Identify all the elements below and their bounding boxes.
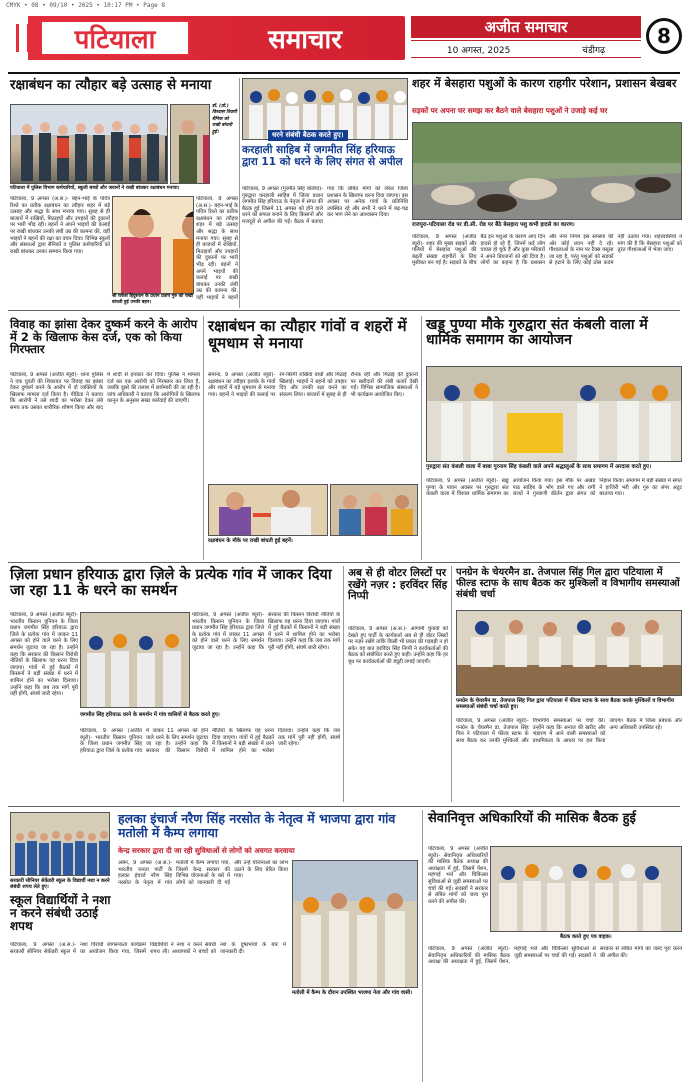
masthead-ornament bbox=[16, 24, 30, 52]
headline-kambli: खड्ड पुण्या मौके गुरुद्वारा संत कंबली वाला में धार्मिक समागम का आयोजन bbox=[426, 317, 648, 349]
headline-raksha-villages: रक्षाबंधन का त्यौहार गांवों व शहरों में धूमधाम से मनाया bbox=[208, 317, 407, 352]
photo-camp bbox=[292, 860, 418, 988]
issue-city: चंडीगढ़ bbox=[582, 45, 606, 56]
photo-school-art bbox=[11, 813, 110, 876]
photo-raksha-family bbox=[330, 484, 418, 536]
caption-stray: राजपुरा-पटियाला रोड पर डी.सी. रोड पर बैठे बेसहारा पशु कभी हादसे का कारण। bbox=[412, 222, 575, 228]
photo-district-meeting-art bbox=[81, 613, 190, 708]
photo-kambli bbox=[426, 366, 682, 462]
story-stray-animals bbox=[412, 78, 682, 308]
body-district-president: पटियाला, 9 अगस्त (अजीत ब्यूरो)- भारतीय किसान यूनियन के जिला प्रधान जगमीत सिंह हरियाऊ द्वारा जिले के प्रत्येक गांव में जाकर 11 अगस्त को होने वाले धरने के लिए समर्थन जुटाया जा रहा है। उन्होंने कहा कि सरकार की किसान विरोधी नीतियों के खिलाफ यह धरना दिया जाएगा। गांवों में हुई बैठकों में किसानों ने बड़ी संख्या में धरने में शामिल होने का भरोसा दिलाया। उन्होंने कहा कि जब तक मांगें पूरी नहीं होंगी, संघर्ष जारी रहेगा। bbox=[10, 612, 78, 698]
column-divider-4 bbox=[343, 566, 344, 802]
column-divider-3 bbox=[421, 316, 422, 560]
headline-voters: अब से ही वोटर लिस्टों पर रखेंगे नज़र : हरविंदर सिंह निप्पी bbox=[348, 567, 448, 603]
page-number: 8 bbox=[646, 18, 682, 54]
caption-school: सरकारी सीनियर सेकेंडरी स्कूल के विद्यार्थी नशा न करने संबंधी शपथ लेते हुए। bbox=[10, 878, 110, 891]
photo-district-meeting bbox=[80, 612, 190, 708]
caption-camp: मतोली में कैम्प के दौरान उपस्थित भाजपा नेता और गांव वासी। bbox=[292, 990, 413, 996]
photo-raksha-family-art bbox=[331, 485, 418, 536]
photo-camp-art bbox=[293, 861, 418, 988]
photo-school bbox=[10, 812, 110, 876]
body-raksha-villages: समाना, 9 अगस्त (अजीत ब्यूरो)- रक्षाबंधन का त्यौहार इलाके के गांवों और शहरों में बड़े धूमधाम से मनाया गया। बहनों ने भाइयों की कलाई पर रंग-बिरंगी राखियां बांधी और मिठाई खिलाई। भाइयों ने बहनों को उपहार दिए और उनकी रक्षा करने का संकल्प लिया। बाजारों में सुबह से ही रौनक रही और मिठाई की दुकानों पर खरीदारों की लंबी कतारें देखी गईं। विभिन्न सामाजिक संस्थाओं ने भी कार्यक्रम आयोजित किए। bbox=[208, 372, 418, 398]
subhead-stray: सड़कों पर अपना घर समझ कर बैठने वाले बेसहारा पशुओं ने उजाड़े कई घर bbox=[412, 106, 608, 115]
body-district-president-more: पटियाला, 9 अगस्त (अजीत ब्यूरो)- भारतीय किसान यूनियन के जिला प्रधान जगमीत सिंह हरियाऊ द्वारा जिले के प्रत्येक गांव में जाकर 11 अगस्त को होने वाले धरने के लिए समर्थन जुटाया जा रहा है। उन्होंने कहा कि सरकार की किसान विरोधी नीतियों के खिलाफ यह धरना दिया जाएगा। गांवों में हुई बैठकों में किसानों ने बड़ी संख्या में धरने में शामिल होने का भरोसा दिलाया। उन्होंने कहा कि जब तक मांगें पूरी नहीं होंगी, संघर्ष जारी रहेगा। bbox=[80, 728, 340, 754]
caption-kambli: गुरुद्वारा संत कंबली वाला में बाबा गुरनाम सिंह कंबली वाले अपने श्रद्धालुओं के साथ समागम में अरदास करते हुए। bbox=[426, 464, 652, 470]
photo-rakhi-tying-art bbox=[209, 485, 328, 536]
body-voters: पटियाला, 9 अगस्त (अ.स.)- आगामी चुनावों को देखते हुए पार्टी के कार्यकर्ता अब से ही वोटर लिस्टों पर नज़र रखेंगे ताकि किसी भी प्रकार की गड़बड़ी न हो सके। यह बात हरविंदर सिंह निप्पी ने कार्यकर्ताओं की बैठक को संबोधित करते हुए कही। उन्होंने कहा कि हर बूथ पर कार्यकर्ताओं की ड्यूटी लगाई जाएगी। bbox=[348, 626, 448, 665]
headline-chairman: पनग्रेन के चेयरमैन डा. तेजपाल सिंह गिल द्वारा पटियाला में फील्ड स्टाफ के साथ बैठक कर मुश्किलों व विभागीय समस्याओं संबंधी चर्चा bbox=[456, 567, 680, 600]
dateline bbox=[411, 40, 641, 58]
body-camp: अर्बन, 9 अगस्त (अ.स.)- भारतीय जनता पार्टी के हलका इंचार्ज नरैण सिंह नरसोत के नेतृत्व में गांव मतोली में कैम्प लगाया गया, जिसमें केन्द्र सरकार की विभिन्न योजनाओं के बारे में लोगों को जानकारी दी गई और उन्हें योजनाओं का लाभ उठाने के लिए प्रेरित किया गया। bbox=[118, 860, 288, 886]
photo-rakhi-sisters bbox=[112, 196, 194, 294]
newspaper-brand: अजीत समाचार bbox=[411, 16, 641, 38]
body-raksha-top: पटियाला, 9 अगस्त (अ.स.)- बहन-भाई के पवित्र रिश्ते का प्रतीक रक्षाबंधन का त्यौहार शहर में बड़े उत्साह और श्रद्धा के साथ मनाया गया। सुबह से ही बाजारों में राखियों, मिठाइयों और उपहारों की दुकानों पर भारी भीड़ रही। बहनों ने अपने भाइयों की कलाई पर राखी बांधकर उनकी लंबी उम्र की कामना की, वहीं भाइयों ने बहनों की रक्षा का वचन दिया। विभिन्न स्कूलों और संस्थाओं द्वारा सैनिकों व पुलिस कर्मचारियों को राखी बांधकर उनका सम्मान किया गया। bbox=[10, 196, 110, 255]
photo-retired-art bbox=[491, 847, 682, 932]
photo-raksha-group bbox=[10, 104, 168, 184]
body-retired-cont: पटियाला, 9 अगस्त (अजीत ब्यूरो)- सेवानिवृत्त अधिकारियों की मासिक बैठक अध्यक्ष की अध्यक्षता में हुई, जिसमें पेंशन, महंगाई भत्ते और चिकित्सा सुविधाओं से जुड़ी समस्याओं पर चर्चा की गई। सदस्यों ने सरकार से लंबित मांगों को जल्द पूरा करने की अपील की। bbox=[428, 946, 682, 966]
caption-retired: बैठक करते हुए पत्र वाहक। bbox=[560, 934, 612, 940]
photo-stray-art bbox=[413, 123, 682, 220]
headline-dowry: विवाह का झांसा देकर दुष्कर्म करने के आरोप में 2 के खिलाफ केस दर्ज, एक को किया गिरफ्तार bbox=[10, 317, 198, 357]
masthead bbox=[6, 12, 681, 68]
body-kambli: पटियाला, 9 अगस्त (अजीत ब्यूरो)- खड्ड पुण्या के पावन अवसर पर गुरुद्वारा संत कंबली वाला में विशाल धार्मिक समागम का आयोजन किया गया। इस मौके पर अखंड पाठ साहिब के भोग डाले गए और रागी जत्थों ने गुरबाणी कीर्तन द्वारा संगत को निहाल किया। समागम में बड़ी संख्या में संगत ने हाजिरी भरी और गुरु का लंगर अटूट बरताया गया। bbox=[426, 478, 682, 498]
masthead-rule bbox=[8, 72, 680, 74]
tag-karhali: धरने संबंधी बैठक करते हुए। bbox=[268, 130, 348, 141]
headline-district-president: ज़िला प्रधान हरियाऊ द्वारा ज़िले के प्रत्येक गांव में जाकर दिया जा रहा 11 के धरने का समर्थन bbox=[10, 567, 332, 599]
photo-retired bbox=[490, 846, 682, 932]
headline-stray: शहर में बेसहारा पशुओं के कारण राहगीर परेशान, प्रशासन बेखबर bbox=[412, 77, 677, 90]
photo-stray bbox=[412, 122, 682, 220]
headline-camp: हलका इंचार्ज नरैण सिंह नरसोत के नेतृत्व में भाजपा द्वारा गांव मतोली में कैम्प लगाया bbox=[118, 811, 396, 841]
subhead-camp: केन्द्र सरकार द्वारा दी जा रही सुविधाओं से लोगों को अवगत करवाया bbox=[118, 846, 295, 855]
masthead-banner bbox=[10, 16, 405, 60]
caption-chairman: पनग्रेन के चेयरमैन डा. तेजपाल सिंह गिल द्वारा पटियाला में फील्ड स्टाफ के साथ बैठक करके मुश्किलों व विभागीय समस्याओं संबंधी चर्चा करते हुए। bbox=[456, 698, 674, 711]
body-karhali: पटियाला, 9 अगस्त (गुरमीत सिंह बलिया)- गुरुद्वारा करहाली साहिब में जिला प्रधान जगमीत सिंह हरियाऊ के नेतृत्व में संगत की बैठक हुई जिसमें 11 अगस्त को होने वाले धरने को सफल बनाने के लिए किसानों और मजदूरों से अपील की गई। बैठक में बताया गया कि लंबित मांगों को लेकर जिला प्रशासन के खिलाफ धरना दिया जाएगा। इस अवसर पर अनेक गांवों के प्रतिनिधि उपस्थित रहे और सभी ने धरने में बढ़-चढ़ कर भाग लेने का आश्वासन दिया। bbox=[242, 186, 408, 225]
print-slug: CMYK • 08 • 09/10 • 2025 • 10:17 PM • Page 8 bbox=[6, 2, 165, 9]
headline-karhali: करहाली साहिब में जगमीत सिंह हरियाऊ द्वारा 11 को धरने के लिए संगत से अपील bbox=[242, 144, 403, 169]
photo-raksha-soldier-art bbox=[171, 105, 210, 184]
row-rule-3 bbox=[8, 806, 680, 807]
photo-chairman-meeting bbox=[456, 610, 682, 696]
body-raksha-top-cont: पटियाला, 9 अगस्त (अ.स.)- बहन-भाई के पवित्र रिश्ते का प्रतीक रक्षाबंधन का त्यौहार शहर में बड़े उत्साह और श्रद्धा के साथ मनाया गया। सुबह से ही बाजारों में राखियों, मिठाइयों और उपहारों की दुकानों पर भारी भीड़ रही। बहनों ने अपने भाइयों की कलाई पर राखी बांधकर उनकी लंबी उम्र की कामना की, वहीं भाइयों ने बहनों bbox=[196, 196, 238, 301]
row-rule-1 bbox=[8, 310, 680, 311]
photo-chairman-meeting-art bbox=[457, 611, 682, 696]
masthead-title-right: समाचार bbox=[268, 25, 342, 55]
row-rule-2 bbox=[8, 562, 680, 563]
body-chairman: पटियाला, 9 अगस्त (अजीत ब्यूरो)- पनग्रेन के चेयरमैन डा. तेजपाल सिंह गिल ने पटियाला में फील्ड स्टाफ के साथ बैठक कर उनकी मुश्किलों और विभागीय समस्याओं पर चर्चा की। उन्होंने कहा कि अनाज की खरीद और भंडारण में आने वाली समस्याओं को प्राथमिकता के आधार पर हल किया जाएगा। बैठक में जिला प्रबंधक और अन्य अधिकारी उपस्थित रहे। bbox=[456, 718, 682, 744]
headline-retired: सेवानिवृत्त अधिकारियों की मासिक बैठक हुई bbox=[428, 811, 636, 826]
caption-raksha-soldier: डॉ. (प्रो.) विश्वास तिवारी सैनिक को राखी बांधती हुई। bbox=[212, 104, 237, 135]
column-divider-2 bbox=[203, 316, 204, 560]
body-stray: पटियाला, 9 अगस्त (अजीत ब्यूरो)- शहर की मुख्य सड़कों और गलियों में बेसहारा पशुओं की बढ़ती संख्या राहगीरों के लिए मुसीबत बन गई है। सड़कों के बीच बैठे इन पशुओं के कारण आए दिन हादसे हो रहे हैं, जिनमें कई लोग घायल हो चुके हैं और कुछ परिवारों ने अपने प्रियजनों को खो दिया है। लोगों का कहना है कि प्रशासन और नगर निगम इस समस्या की ओर कोई ध्यान नहीं दे रहे। गौशालाओं के नाम पर टैक्स वसूला जा रहा है, परंतु पशुओं को सड़कों से हटाने के लिए कोई ठोस कदम नहीं उठाया गया। शहरवासियों ने मांग की है कि बेसहारा पशुओं को तुरंत गौशालाओं में भेजा जाए। bbox=[412, 234, 682, 267]
photo-raksha-soldier bbox=[170, 104, 210, 184]
photo-rakhi-sisters-art bbox=[113, 197, 194, 294]
column-divider bbox=[239, 78, 240, 308]
headline-raksha-top: रक्षाबंधन का त्यौहार बड़े उत्साह से मनाया bbox=[10, 77, 212, 93]
masthead-brand-block bbox=[411, 16, 641, 60]
body-district-president-cont: पटियाला, 9 अगस्त (अजीत ब्यूरो)- भारतीय किसान यूनियन के जिला प्रधान जगमीत सिंह हरियाऊ द्वारा जिले के प्रत्येक गांव में जाकर 11 अगस्त को होने वाले धरने के लिए समर्थन जुटाया जा रहा है। उन्होंने कहा कि सरकार की किसान विरोधी नीतियों के खिलाफ यह धरना दिया जाएगा। गांवों में हुई बैठकों में किसानों ने बड़ी संख्या में धरने में शामिल होने का भरोसा दिलाया। उन्होंने कहा कि जब तक मांगें पूरी नहीं होंगी, संघर्ष जारी रहेगा। bbox=[192, 612, 340, 651]
caption-raksha-villages: रक्षाबंधन के मौके पर राखी बांधती हुई बहनें। bbox=[208, 538, 293, 544]
column-divider-6 bbox=[422, 810, 423, 1082]
caption-karhali-photo: श्री राकेश हिंदुस्तान के प्रधान प्रताप गुरु को राखी बांधती हुई उनकी बहन। bbox=[112, 294, 193, 306]
caption-raksha-group: पटियाला में पुलिस विभाग कर्मचारियों, स्कूली बच्चों और जवानों ने राखी बांधकर रक्षाबंधन मनाया। bbox=[10, 186, 180, 191]
headline-school: स्कूल विद्यार्थियों ने नशा न करने संबंधी उठाई शपथ bbox=[10, 893, 111, 934]
body-school: पटियाला, 9 अगस्त (अ.स.)- सरकारी सीनियर सेकेंडरी स्कूल में नशा विरोधी जागरूकता कार्यक्रम का आयोजन किया गया, जिसमें विद्यार्थियों ने नशा न करने संबंधी शपथ ली। अध्यापकों ने बच्चों को नशे के दुष्प्रभावों के बारे में जानकारी दी। bbox=[10, 942, 286, 955]
photo-rakhi-tying bbox=[208, 484, 328, 536]
masthead-title-left: पटियाला bbox=[40, 20, 190, 56]
photo-kambli-art bbox=[427, 367, 682, 462]
photo-raksha-group-art bbox=[11, 105, 168, 184]
issue-date: 10 अगस्त, 2025 bbox=[446, 45, 511, 56]
body-retired: पटियाला, 9 अगस्त (अजीत ब्यूरो)- सेवानिवृत्त अधिकारियों की मासिक बैठक अध्यक्ष की अध्यक्षता में हुई, जिसमें पेंशन, महंगाई भत्ते और चिकित्सा सुविधाओं से जुड़ी समस्याओं पर चर्चा की गई। सदस्यों ने सरकार से लंबित मांगों को जल्द पूरा करने की अपील की। bbox=[428, 846, 488, 905]
body-dowry: पटियाला, 9 अगस्त (अजीत ब्यूरो)- थाना पुलिस ने एक युवती की शिकायत पर विवाह का झांसा देकर दुष्कर्म करने के आरोप में दो व्यक्तियों के खिलाफ मामला दर्ज किया है। पीड़िता ने बताया कि आरोपी ने उसे शादी का भरोसा देकर लंबे समय तक उसका शारीरिक शोषण किया और बाद में शादी से इनकार कर दिया। पुलिस ने मामला दर्ज कर एक आरोपी को गिरफ्तार कर लिया है, जबकि दूसरे की तलाश में छापेमारी की जा रही है। जांच अधिकारी ने बताया कि आरोपियों के खिलाफ कानून के अनुसार सख्त कार्रवाई की जाएगी। bbox=[10, 372, 200, 411]
column-divider-5 bbox=[451, 566, 452, 802]
caption-district-president: जगमीत सिंह हरियाऊ धरने के समर्थन में गांव वासियों से बैठक करते हुए। bbox=[80, 712, 220, 718]
